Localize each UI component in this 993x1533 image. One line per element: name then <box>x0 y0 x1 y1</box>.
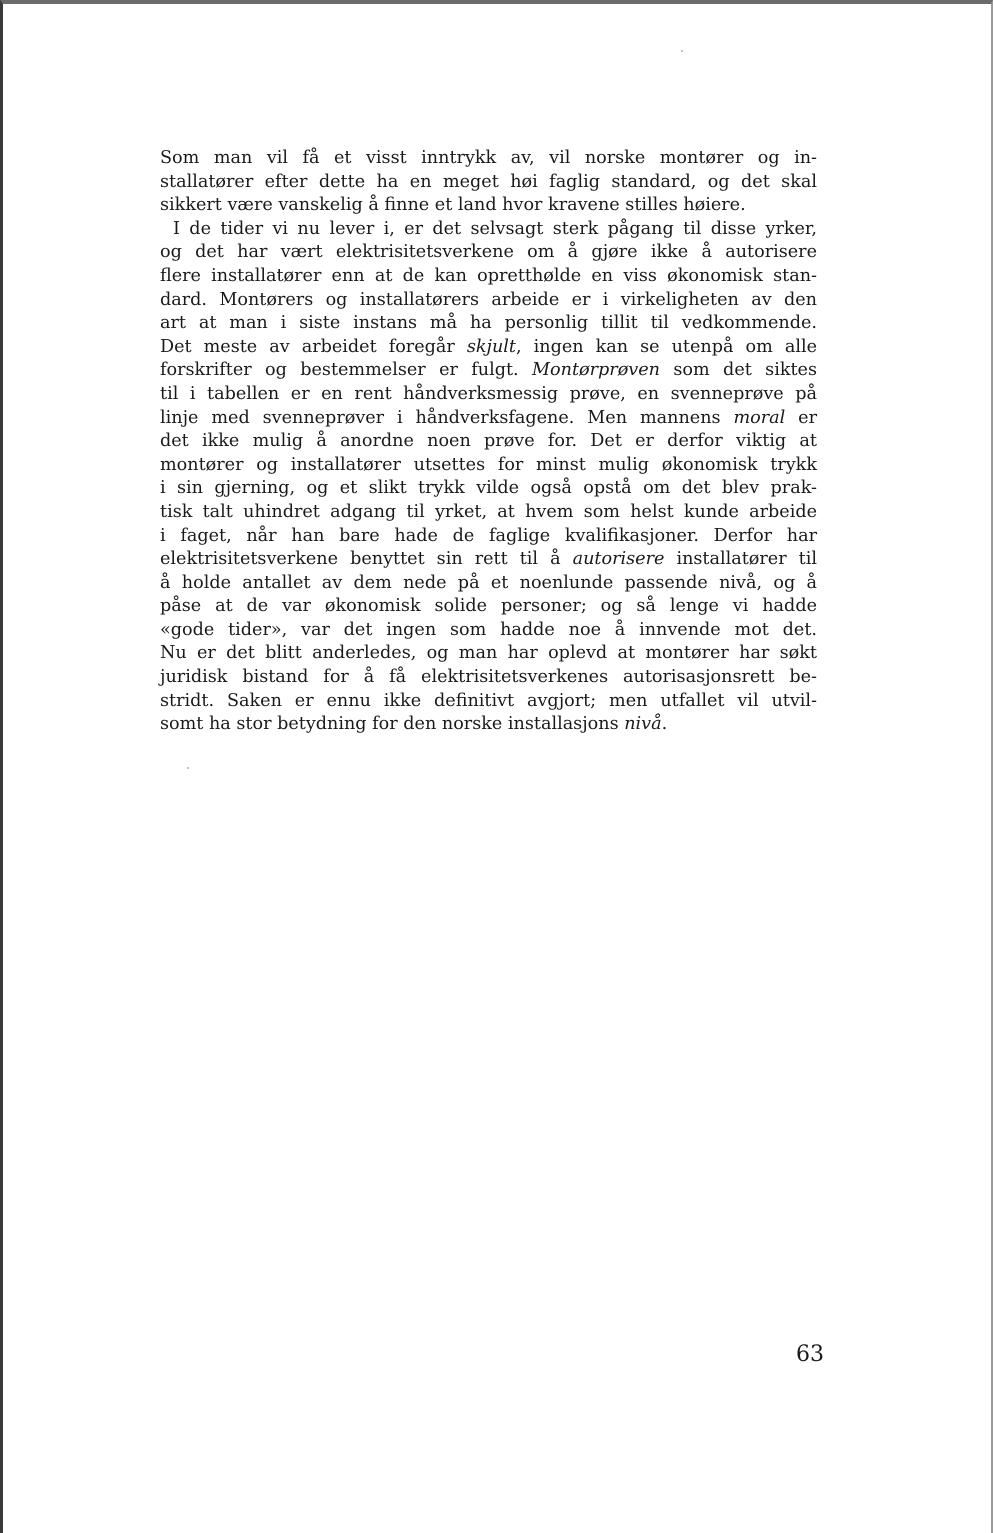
text-line: Nu er det blitt anderledes, og man har oplevd at montører har søkt <box>160 643 817 664</box>
text-line: stallatører efter dette ha en meget høi faglig standard, og det skal <box>160 171 817 192</box>
text-line: montører og installatører utsettes for minst mulig økonomisk trykk <box>160 454 817 475</box>
moral-emphasis: moral <box>733 407 786 428</box>
text-line: dard. Montørers og installatørers arbeide er i virkeligheten av den <box>160 289 817 310</box>
text-line: å holde antallet av dem nede på et noenlunde passende nivå, og å <box>160 572 817 593</box>
text-line: elektrisitetsverkene benyttet sin rett til å autorisere installatører til <box>160 549 817 570</box>
text-line: juridisk bistand for å få elektrisitetsverkenes autorisasjonsrett be- <box>160 667 817 688</box>
text-line: linje med svenneprøver i håndverksfagene. Men mannens moral er <box>160 407 817 428</box>
page-number: 63 <box>796 1342 824 1367</box>
text-line: Det meste av arbeidet foregår skjult, ingen kan se utenpå om alle <box>160 336 817 357</box>
text-line: det ikke mulig å anordne noen prøve for. Det er derfor viktig at <box>160 431 817 452</box>
text-line: påse at de var økonomisk solide personer; og så lenge vi hadde <box>160 596 817 617</box>
text-line: flere installatører enn at de kan opretthølde en viss økonomisk stan- <box>160 265 817 286</box>
text-line: I de tider vi nu lever i, er det selvsagt sterk pågang til disse yrker, <box>173 218 817 239</box>
text-line: i sin gjerning, og et slikt trykk vilde også opstå om det blev prak- <box>160 478 817 499</box>
niva-emphasis: nivå <box>624 714 662 735</box>
text-line: somt ha stor betydning for den norske installasjons nivå. <box>160 714 668 735</box>
skjult-emphasis: skjult <box>466 336 516 357</box>
text-line: forskrifter og bestemmelser er fulgt. Montørprøven som det siktes <box>160 360 817 381</box>
text-line: og det har vært elektrisitetsverkene om å gjøre ikke å autorisere <box>160 242 817 263</box>
text-line: art at man i siste instans må ha personlig tillit til vedkommende. <box>160 313 817 334</box>
text-line: tisk talt uhindret adgang til yrket, at hvem som helst kunde arbeide <box>160 501 817 522</box>
text-line: «gode tider», var det ingen som hadde noe å innvende mot det. <box>160 619 817 640</box>
dust-speck <box>187 767 189 769</box>
body-text <box>160 147 817 737</box>
text-line: sikkert være vanskelig å finne et land hvor kravene stilles høiere. <box>160 195 746 216</box>
text-line: i faget, når han bare hade de faglige kvalifikasjoner. Derfor har <box>160 525 817 546</box>
text-line: til i tabellen er en rent håndverksmessig prøve, en svenneprøve på <box>160 383 817 404</box>
autorisere-emphasis: autorisere <box>572 549 665 570</box>
dust-speck <box>681 50 683 52</box>
text-line: stridt. Saken er ennu ikke definitivt avgjort; men utfallet vil utvil- <box>160 690 817 711</box>
montorproven-emphasis: Montørprøven <box>532 360 660 381</box>
text-line: Som man vil få et visst inntrykk av, vil norske montører og in- <box>160 148 817 168</box>
